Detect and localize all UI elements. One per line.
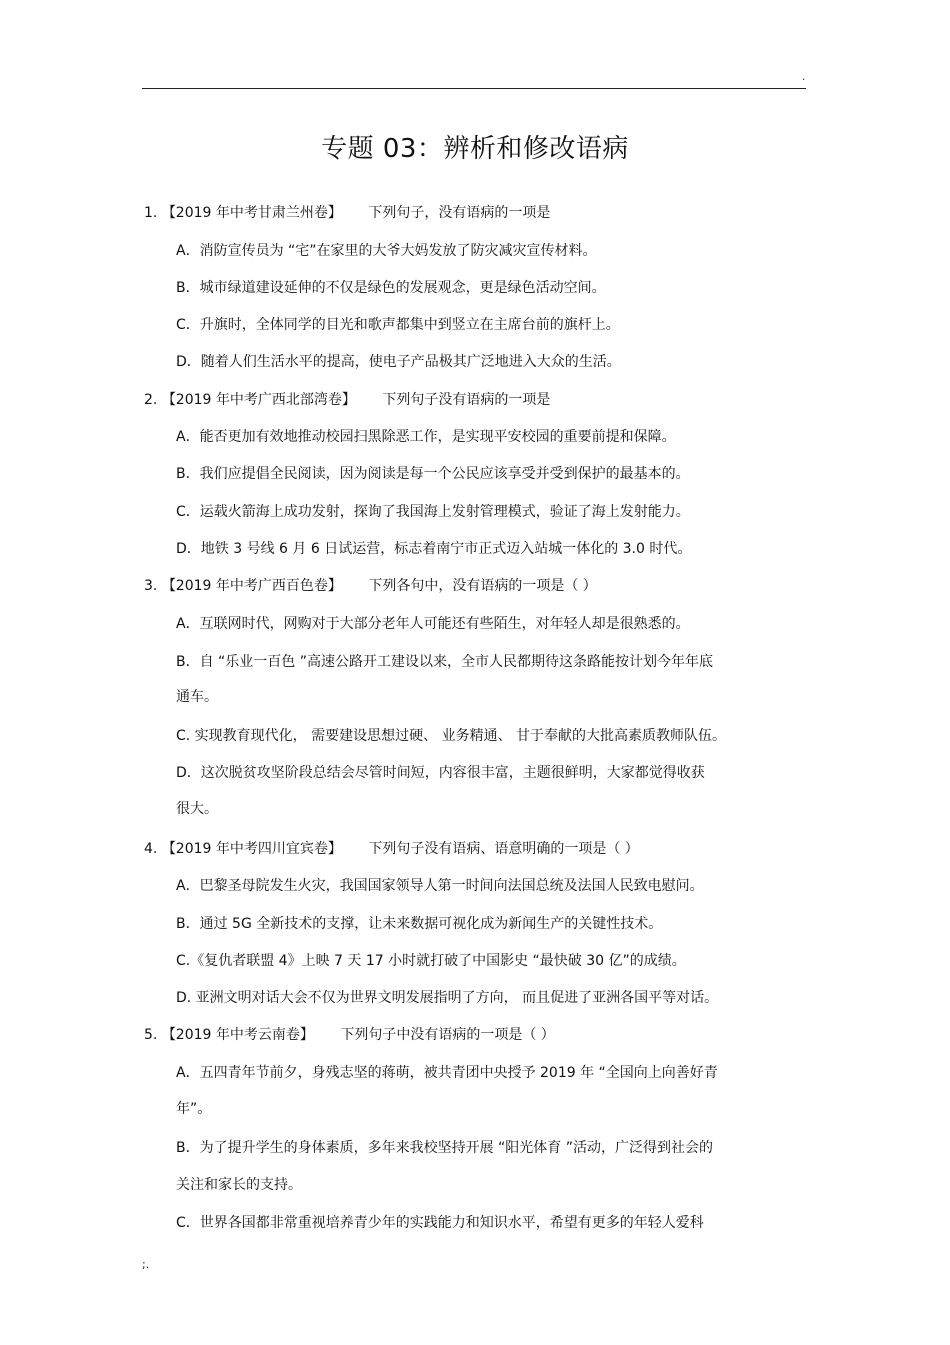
- question-1-option-d: D．随着人们生活水平的提高，使电子产品极其广泛地进入大众的生活。: [176, 354, 621, 370]
- footer-mark: ;.: [142, 1258, 150, 1271]
- question-source: 【2019 年中考广西百色卷】: [161, 578, 342, 594]
- question-1-heading: [144, 202, 550, 222]
- question-5-option-b: B．为了提升学生的身体素质，多年来我校坚持开展 “阳光体育 ”活动，广泛得到社会的: [176, 1140, 714, 1156]
- header-rule: [142, 88, 806, 89]
- question-4-heading: [144, 838, 639, 858]
- page-title: 专题 03：辨析和修改语病: [321, 134, 629, 164]
- question-2-heading: [144, 389, 550, 409]
- question-5-option-a: A．五四青年节前夕，身残志坚的蒋萌，被共青团中央授予 2019 年 “全国向上向善好青: [176, 1065, 718, 1081]
- question-4-option-b: B．通过 5G 全新技术的支撑，让未来数据可视化成为新闻生产的关键性技术。: [176, 916, 663, 932]
- question-number: 1.: [144, 205, 158, 221]
- question-4-option-c: C.《复仇者联盟 4》上映 7 天 17 小时就打破了中国影史 “最快破 30 亿”的成绩。: [176, 953, 686, 969]
- question-source: 【2019 年中考云南卷】: [161, 1027, 314, 1043]
- question-2-option-d: D．地铁 3 号线 6 月 6 日试运营，标志着南宁市正式迈入站城一体化的 3.0 时代。: [176, 541, 692, 557]
- question-4-option-a: A．巴黎圣母院发生火灾，我国国家领导人第一时间向法国总统及法国人民致电慰问。: [176, 878, 704, 894]
- question-number: 4.: [144, 841, 158, 857]
- question-3-option-c: C. 实现教育现代化， 需要建设思想过硬、 业务精通、 甘于奉献的大批高素质教师队伍。: [176, 728, 727, 744]
- question-source: 【2019 年中考甘肃兰州卷】: [161, 205, 342, 221]
- question-3-option-b-continued: 通车。: [176, 689, 218, 705]
- question-3-heading: [144, 575, 597, 595]
- question-5-heading: [144, 1024, 555, 1044]
- question-3-option-a: A．互联网时代，网购对于大部分老年人可能还有些陌生，对年轻人却是很熟悉的。: [176, 616, 690, 632]
- question-3-option-b: B．自 “乐业一百色 ”高速公路开工建设以来，全市人民都期待这条路能按计划今年年底: [176, 654, 714, 670]
- question-2-option-a: A．能否更加有效地推动校园扫黑除恶工作，是实现平安校园的重要前提和保障。: [176, 429, 676, 445]
- header-corner-mark: .: [802, 72, 806, 83]
- question-3-option-d-continued: 很大。: [176, 801, 218, 817]
- question-5-option-c: C．世界各国都非常重视培养青少年的实践能力和知识水平，希望有更多的年轻人爱科: [176, 1215, 704, 1231]
- question-5-option-b-continued: 关注和家长的支持。: [176, 1177, 302, 1193]
- question-number: 3.: [144, 578, 158, 594]
- question-stem: 下列句子中没有语病的一项是（ ）: [340, 1027, 555, 1043]
- question-stem: 下列各句中，没有语病的一项是（ ）: [368, 578, 597, 594]
- question-1-option-b: B．城市绿道建设延伸的不仅是绿色的发展观念，更是绿色活动空间。: [176, 280, 606, 296]
- question-stem: 下列句子，没有语病的一项是: [368, 205, 551, 221]
- question-2-option-c: C．运载火箭海上成功发射，探询了我国海上发射管理模式，验证了海上发射能力。: [176, 504, 690, 520]
- question-number: 2.: [144, 392, 158, 408]
- question-stem: 下列句子没有语病的一项是: [382, 392, 551, 408]
- question-source: 【2019 年中考广西北部湾卷】: [161, 392, 356, 408]
- question-1-option-a: A．消防宣传员为 “宅”在家里的大爷大妈发放了防灾减灾宣传材料。: [176, 243, 597, 259]
- question-stem: 下列句子没有语病、语意明确的一项是（ ）: [368, 841, 639, 857]
- question-4-option-d: D. 亚洲文明对话大会不仅为世界文明发展指明了方向， 而且促进了亚洲各国平等对话。: [176, 990, 719, 1006]
- question-source: 【2019 年中考四川宜宾卷】: [161, 841, 342, 857]
- question-number: 5.: [144, 1027, 158, 1043]
- question-3-option-d: D．这次脱贫攻坚阶段总结会尽管时间短，内容很丰富，主题很鲜明，大家都觉得收获: [176, 765, 705, 781]
- question-2-option-b: B．我们应提倡全民阅读，因为阅读是每一个公民应该享受并受到保护的最基本的。: [176, 466, 690, 482]
- question-1-option-c: C．升旗时，全体同学的目光和歌声都集中到竖立在主席台前的旗杆上。: [176, 317, 620, 333]
- question-5-option-a-continued: 年”。: [176, 1101, 212, 1117]
